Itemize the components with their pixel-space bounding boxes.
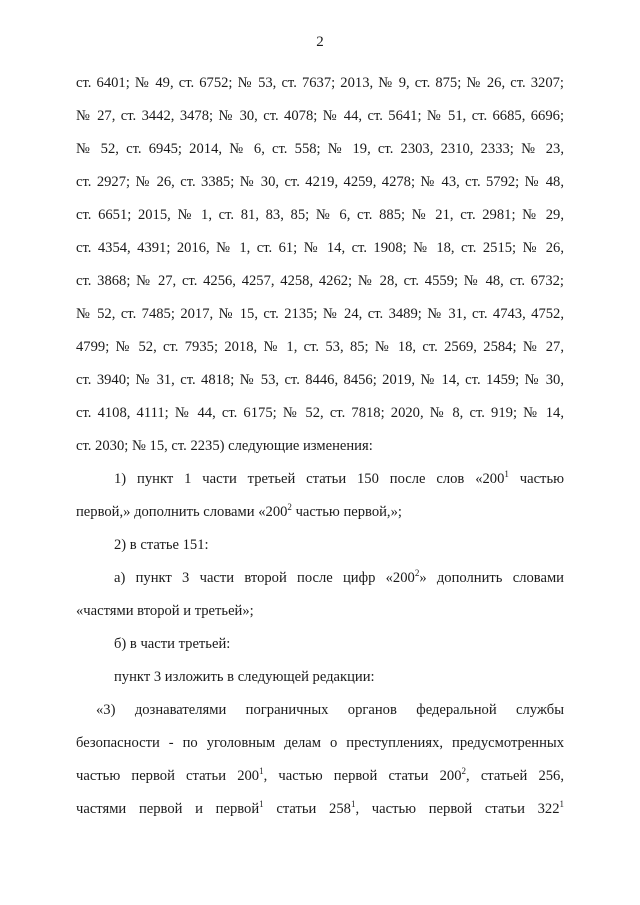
citation-line-last: ст. 2030; № 15, ст. 2235) следующие изменения: bbox=[76, 438, 373, 454]
citation-line: № 52, ст. 7485; 2017, № 15, ст. 2135; № 24, ст. 3489; № 31, ст. 4743, 4752, bbox=[76, 306, 564, 322]
citation-line: ст. 6651; 2015, № 1, ст. 81, 83, 85; № 6, ст. 885; № 21, ст. 2981; № 29, bbox=[76, 207, 564, 223]
citation-line: ст. 4354, 4391; 2016, № 1, ст. 61; № 14, ст. 1908; № 18, ст. 2515; № 26, bbox=[76, 240, 564, 256]
quote-line-1: «3) дознавателями пограничных органов федеральной службы bbox=[96, 702, 564, 718]
quote-line-3: частью первой статьи $200^1$, частью первой статьи $200^2$, статьей 256, bbox=[76, 766, 564, 784]
citation-line: ст. 6401; № 49, ст. 6752; № 53, ст. 7637; 2013, № 9, ст. 875; № 26, ст. 3207; bbox=[76, 75, 564, 91]
item-2-heading: 2) в статье 151: bbox=[114, 537, 209, 553]
citation-line: № 27, ст. 3442, 3478; № 30, ст. 4078; № 44, ст. 5641; № 51, ст. 6685, 6696; bbox=[76, 108, 564, 124]
quote-line-2: безопасности - по уголовным делам о преступлениях, предусмотренных bbox=[76, 735, 564, 751]
citation-line: ст. 3868; № 27, ст. 4256, 4257, 4258, 4262; № 28, ст. 4559; № 48, ст. 6732; bbox=[76, 273, 564, 289]
item-2a-line-2: «частями второй и третьей»; bbox=[76, 603, 254, 619]
item-2b-heading: б) в части третьей: bbox=[114, 636, 231, 652]
item-2a-line-1: а) пункт 3 части второй после цифр «$200^2$» дополнить словами bbox=[114, 568, 564, 586]
citation-line: № 52, ст. 6945; 2014, № 6, ст. 558; № 19, ст. 2303, 2310, 2333; № 23, bbox=[76, 141, 564, 157]
citation-line: ст. 2927; № 26, ст. 3385; № 30, ст. 4219, 4259, 4278; № 43, ст. 5792; № 48, bbox=[76, 174, 564, 190]
citation-line: ст. 4108, 4111; № 44, ст. 6175; № 52, ст. 7818; 2020, № 8, ст. 919; № 14, bbox=[76, 405, 564, 421]
item-1-line-2: первой,» дополнить словами «$200^2$ частью первой,»; bbox=[76, 502, 402, 520]
quote-line-4: частями первой и первой$^1$ статьи $258^1$, частью первой статьи $322^1$ bbox=[76, 799, 564, 817]
citation-line: 4799; № 52, ст. 7935; 2018, № 1, ст. 53, 85; № 18, ст. 2569, 2584; № 27, bbox=[76, 339, 564, 355]
item-1-line-1: 1) пункт 1 части третьей статьи 150 после слов «$200^1$ частью bbox=[114, 469, 564, 487]
citation-line: ст. 3940; № 31, ст. 4818; № 53, ст. 8446, 8456; 2019, № 14, ст. 1459; № 30, bbox=[76, 372, 564, 388]
item-2b-instruction: пункт 3 изложить в следующей редакции: bbox=[114, 669, 375, 685]
page-number: 2 bbox=[316, 34, 324, 50]
